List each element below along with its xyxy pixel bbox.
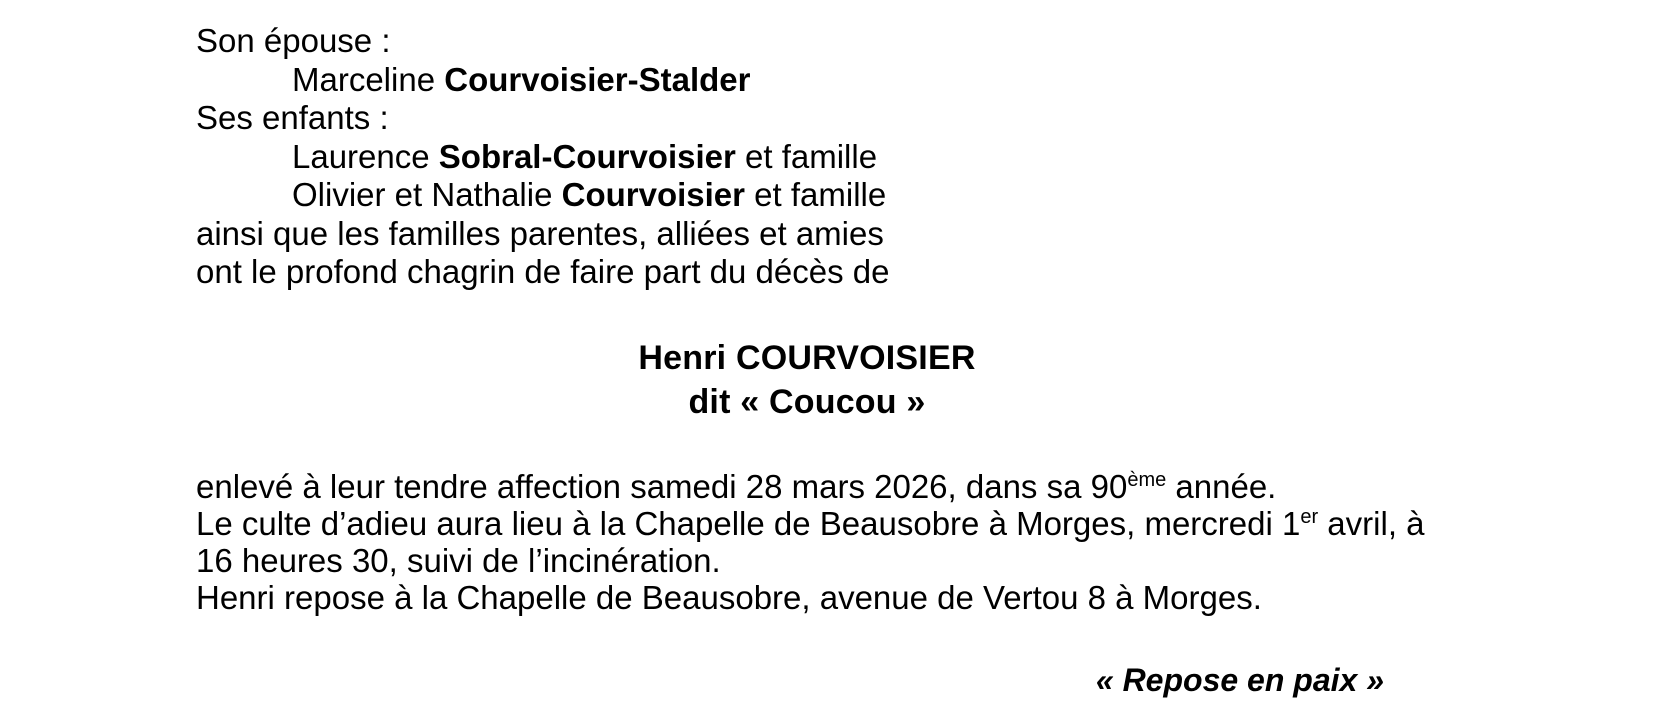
details-line-4: Henri repose à la Chapelle de Beausobre, avenue de Vertou 8 à Morges. (196, 578, 1262, 616)
child-line-2 (196, 176, 1474, 215)
details-line-1-ordinal: ème (1127, 468, 1167, 491)
details-line-2-pre: Le culte d’adieu aura lieu à la Chapelle de Beausobre à Morges, mercredi 1 (196, 504, 1301, 542)
deceased-nickname: dit « Coucou » (688, 382, 926, 421)
details-line-2-post: avril, à (1318, 504, 1425, 542)
details-line-1 (196, 468, 1474, 505)
closing-quote: « Repose en paix » (1095, 661, 1384, 698)
spouse-lastname: Courvoisier-Stalder (444, 60, 751, 98)
families-line: ainsi que les familles parentes, alliées et amies (196, 214, 884, 252)
child1-lastname: Sobral-Courvoisier (438, 137, 736, 175)
child-line-1 (196, 138, 1474, 177)
details-line-1-pre: enlevé à leur tendre affection samedi 28 mars 2026, dans sa 90 (196, 467, 1128, 505)
announcement-line: ont le profond chagrin de faire part du décès de (196, 253, 890, 290)
details-line-3: 16 heures 30, suivi de l’incinération. (196, 541, 721, 579)
details-line-2 (196, 505, 1474, 542)
intro-block (0, 22, 1654, 292)
details-line-1-post: année. (1166, 467, 1277, 505)
details-line-2-ordinal: er (1300, 505, 1319, 528)
spouse-firstname: Marceline (292, 60, 445, 98)
details-block (0, 468, 1654, 616)
child2-lastname: Courvoisier (561, 176, 745, 213)
closing-block (0, 662, 1654, 699)
child2-firstname: Olivier et Nathalie (292, 176, 562, 213)
spouse-label: Son épouse : (196, 22, 391, 59)
child1-suffix: et famille (735, 137, 878, 175)
deceased-name-block (0, 336, 1654, 424)
child2-suffix: et famille (745, 176, 887, 213)
children-label: Ses enfants : (196, 99, 389, 136)
deceased-name: Henri COURVOISIER (638, 338, 976, 377)
child1-firstname: Laurence (292, 137, 439, 175)
spouse-name-line (196, 61, 1474, 100)
